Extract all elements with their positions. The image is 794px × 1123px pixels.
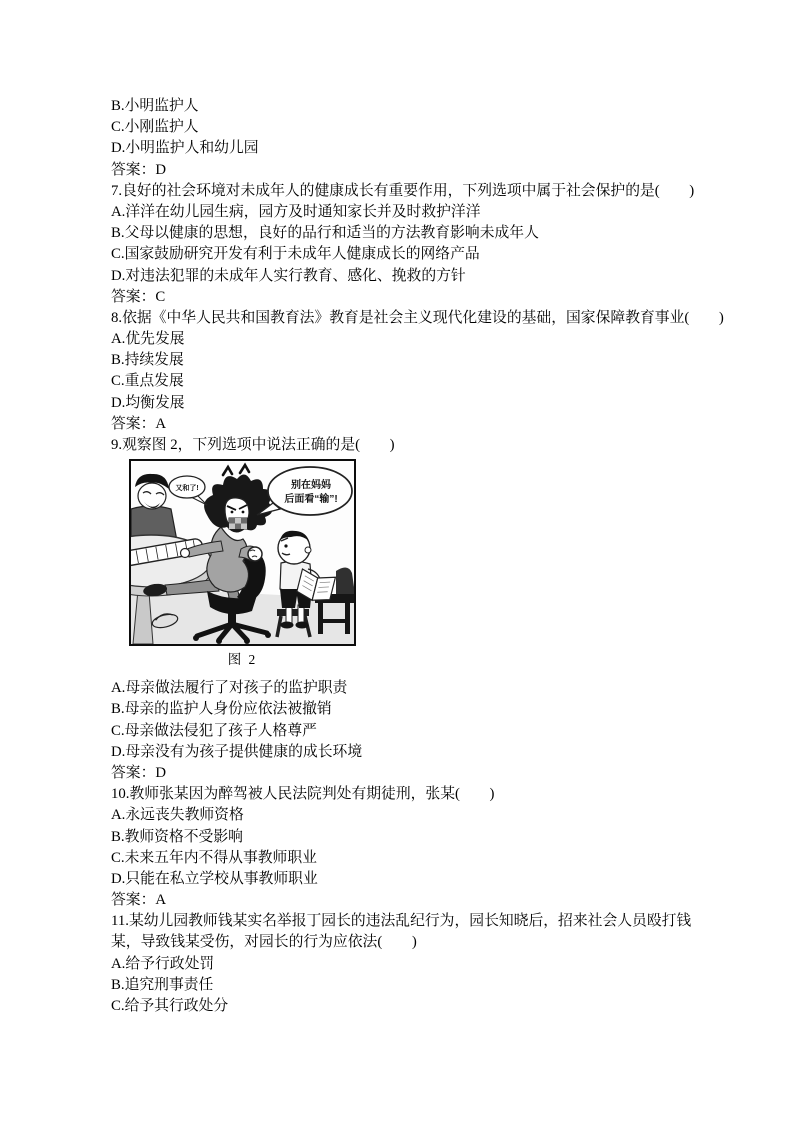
q7-option-a: A.洋洋在幼儿园生病，园方及时通知家长并及时救护洋洋 — [111, 203, 481, 220]
q10-option-a: A.永远丧失教师资格 — [111, 807, 244, 824]
q9-option-c: C.母亲做法侵犯了孩子人格尊严 — [111, 722, 317, 739]
q10-stem: 10.教师张某因为醉驾被人民法院判处有期徒刑，张某( ) — [111, 786, 495, 803]
q9-stem: 9.观察图 2，下列选项中说法正确的是( ) — [111, 437, 395, 453]
q6-option-b: B.小明监护人 — [111, 98, 199, 114]
bubble-right-line2: 后面看“输”! — [284, 494, 338, 506]
q8-option-a: A.优先发展 — [111, 331, 185, 348]
q8-option-b: B.持续发展 — [111, 352, 184, 369]
q9-option-d: D.母亲没有为孩子提供健康的成长环境 — [111, 743, 363, 760]
q11-option-b: B.追究刑事责任 — [111, 976, 214, 993]
mahjong-cartoon-illustration — [131, 461, 354, 644]
q8-stem: 8.依据《中华人民共和国教育法》教育是社会主义现代化建设的基础，国家保障教育事业( ) — [111, 309, 724, 326]
q10-option-b: B.教师资格不受影响 — [111, 828, 243, 845]
q8-option-c: C.重点发展 — [111, 373, 184, 390]
q6-answer: 答案：D — [111, 161, 167, 178]
anger-marks-icon — [223, 465, 249, 475]
cartoon-image — [129, 459, 356, 646]
speech-bubble-left — [169, 476, 207, 505]
exam-text-block — [111, 96, 724, 1017]
q11-option-c: C.给予其行政处分 — [111, 998, 229, 1014]
q10-answer: 答案：A — [111, 892, 167, 909]
raised-fist — [248, 547, 262, 561]
q8-option-d: D.均衡发展 — [111, 394, 185, 411]
q6-option-c: C.小刚监护人 — [111, 119, 199, 136]
q11-stem-line1: 11.某幼儿园教师钱某实名举报丁园长的违法乱纪行为，园长知晓后，招来社会人员殴打钱 — [111, 913, 692, 930]
q8-answer: 答案：A — [111, 415, 167, 432]
q11-stem-line2: 某，导致钱某受伤，对园长的行为应依法( ) — [111, 934, 417, 951]
q7-stem: 7.良好的社会环境对未成年人的健康成长有重要作用，下列选项中属于社会保护的是( ) — [111, 182, 695, 199]
bubble-right-line1: 别在妈妈 — [291, 480, 331, 492]
figure-caption: 图 2 — [227, 652, 258, 668]
q9-answer: 答案：D — [111, 764, 167, 781]
q11-option-a: A.给予行政处罚 — [111, 955, 215, 972]
figure-2 — [129, 459, 356, 668]
q10-option-c: C.未来五年内不得从事教师职业 — [111, 849, 317, 866]
q9-option-b: B.母亲的监护人身份应依法被撤销 — [111, 701, 332, 718]
bubble-left-text: 又和了! — [175, 485, 199, 493]
q7-answer: 答案：C — [111, 288, 166, 305]
speech-bubble-right — [257, 467, 352, 515]
q7-option-c: C.国家鼓励研究开发有利于未成年人健康成长的网络产品 — [111, 246, 480, 263]
q10-option-d: D.只能在私立学校从事教师职业 — [111, 870, 318, 887]
q7-option-d: D.对违法犯罪的未成年人实行教育、感化、挽救的方针 — [111, 267, 466, 284]
q9-option-a: A.母亲做法履行了对孩子的监护职责 — [111, 680, 348, 697]
q7-option-b: B.父母以健康的思想，良好的品行和适当的方法教育影响未成年人 — [111, 225, 539, 242]
censored-mouth-mosaic — [229, 518, 247, 529]
q6-option-d: D.小明监护人和幼儿园 — [111, 140, 259, 157]
